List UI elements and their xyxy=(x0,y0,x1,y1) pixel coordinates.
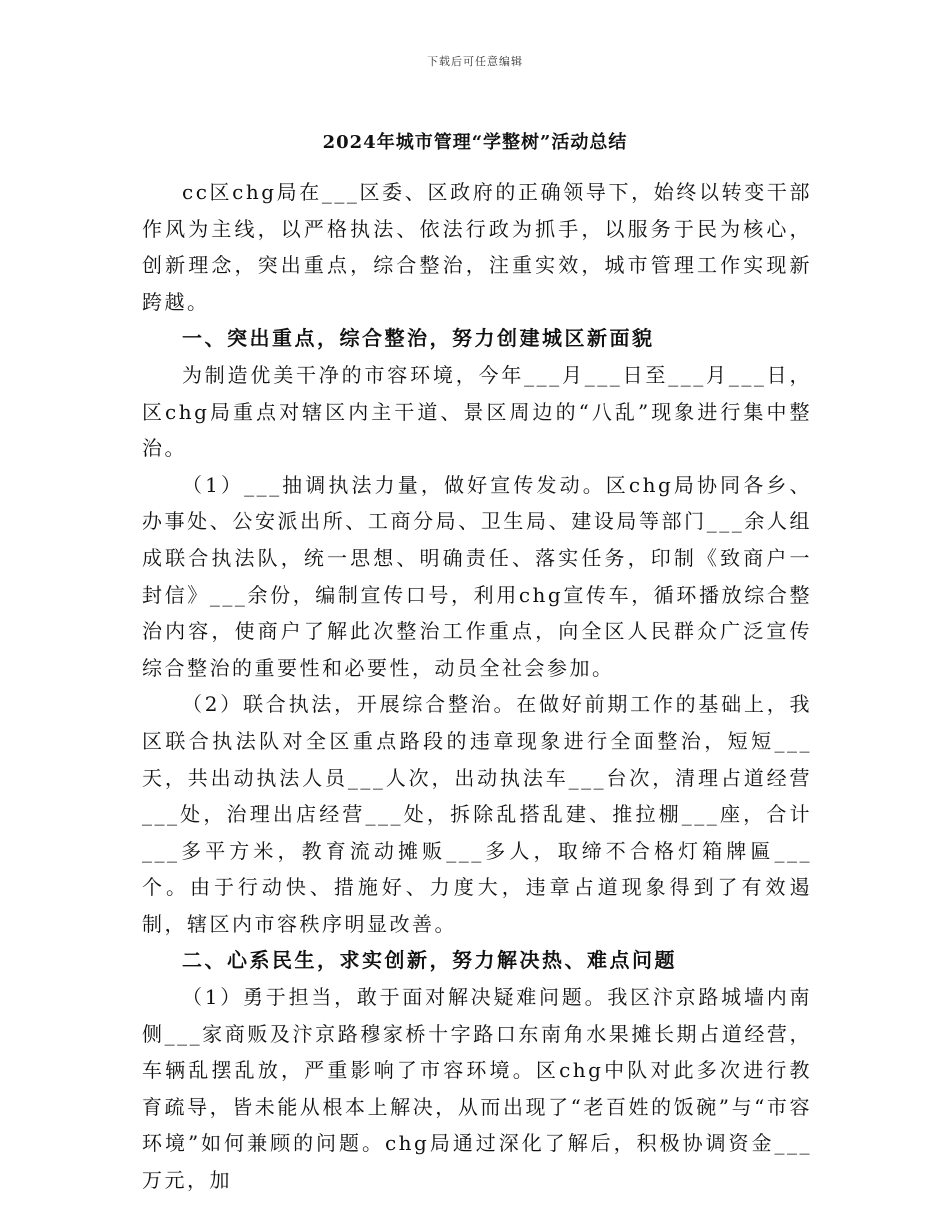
header-note: 下载后可任意编辑 xyxy=(427,55,523,68)
section-heading-2: 二、心系民生，求实创新，努力解决热、难点问题 xyxy=(182,948,677,973)
intro-paragraph: cc区chg局在___区委、区政府的正确领导下，始终以转变干部作风为主线，以严格执法、依法行政为抓手，以服务于民为核心，创新理念，突出重点，综合整治，注重实效，城市管理工作实现新跨越。 xyxy=(142,180,812,314)
section-1-item-1: （1）___抽调执法力量，做好宣传发动。区chg局协同各乡、办事处、公安派出所、工商分局、卫生局、建设局等部门___余人组成联合执法队，统一思想、明确责任、落实任务，印制《致商户一封信》___余份，编制宣传口号，利用chg宣传车，循环播放综合整治内容，使商户了解此次整治工作重点，向全区人民群众广泛宣传综合整治的重要性和必要性，动员全社会参加。 xyxy=(142,472,812,680)
section-heading-1: 一、突出重点，综合整治，努力创建城区新面貌 xyxy=(182,326,655,351)
document-title: 2024年城市管理“学整树”活动总结 xyxy=(322,132,628,153)
document-body xyxy=(142,174,812,1199)
section-2-item-1: （1）勇于担当，敢于面对解决疑难问题。我区汴京路城墙内南侧___家商贩及汴京路穆家桥十字路口东南角水果摊长期占道经营，车辆乱摆乱放，严重影响了市容环境。区chg中队对此多次进行教育疏导，皆未能从根本上解决，从而出现了“老百姓的饭碗”与“市容环境”如何兼顾的问题。chg局通过深化了解后，积极协调资金___万元，加 xyxy=(142,985,812,1193)
section-1-item-2: （2）联合执法，开展综合整治。在做好前期工作的基础上，我区联合执法队对全区重点路段的违章现象进行全面整治，短短___天，共出动执法人员___人次，出动执法车___台次，清理占道经营___处，治理出店经营___处，拆除乱搭乱建、推拉棚___座，合计___多平方米，教育流动摊贩___多人，取缔不合格灯箱牌匾___个。由于行动快、措施好、力度大，违章占道现象得到了有效遏制，辖区内市容秩序明显改善。 xyxy=(142,692,812,936)
section-1-paragraph: 为制造优美干净的市容环境，今年___月___日至___月___日，区chg局重点对辖区内主干道、景区周边的“八乱”现象进行集中整治。 xyxy=(142,362,812,461)
